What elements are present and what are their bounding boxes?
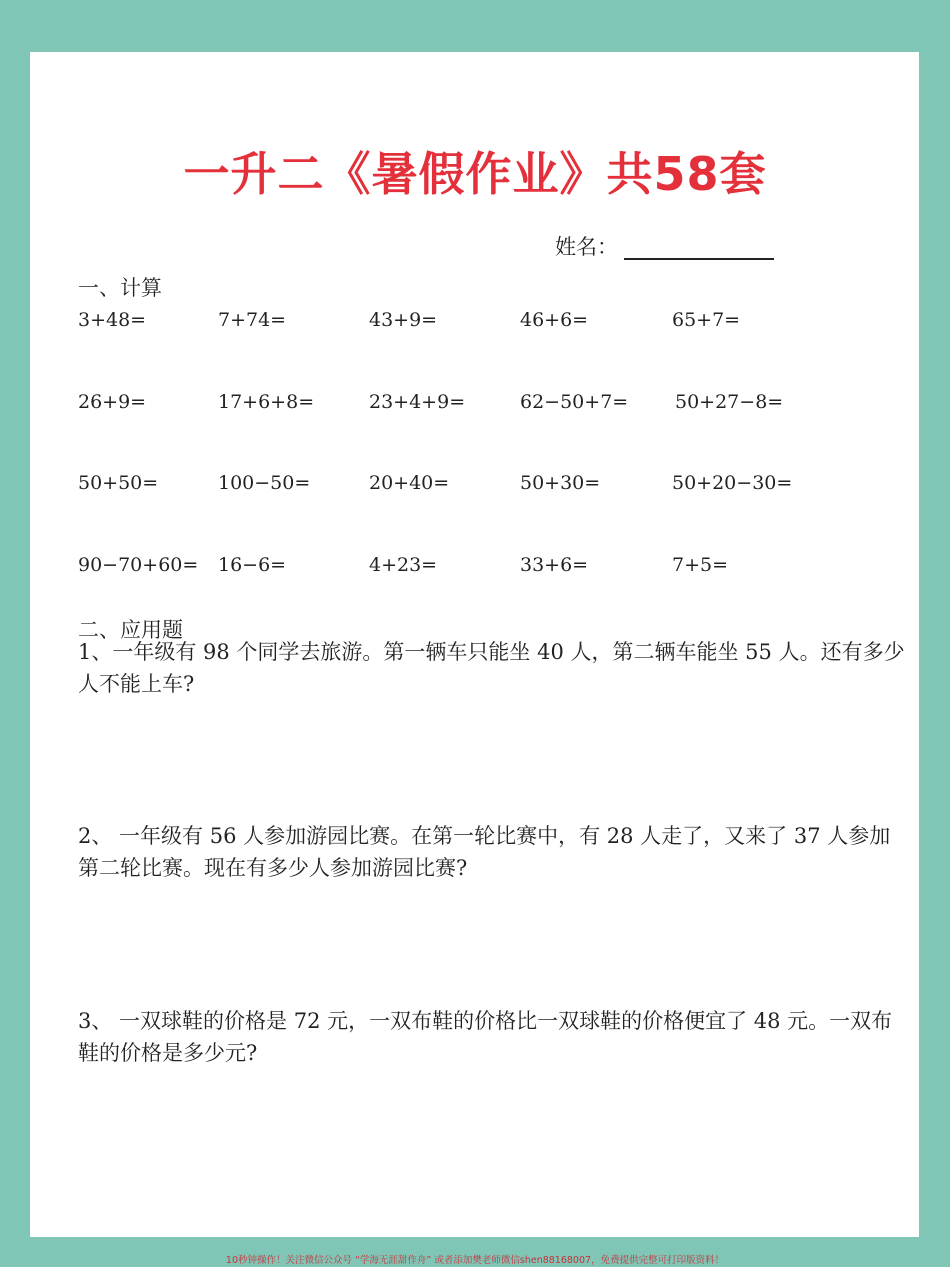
calc-problem: 20+40= [369, 472, 450, 494]
name-label: 姓名： [555, 235, 618, 259]
calc-problem: 23+4+9= [369, 391, 466, 413]
footer-promo-text: 10秒钟操作！关注微信公众号 “学海无涯甜作舟” 或者添加樊老师微信shen88168007，免费提供完整可打印版资料！ [225, 1255, 725, 1266]
calc-problem: 50+50= [78, 472, 159, 494]
calc-problem: 62−50+7= [520, 391, 629, 413]
section-heading-calculation: 一、计算 [78, 276, 162, 300]
calc-problem: 17+6+8= [218, 391, 315, 413]
calc-problem: 16−6= [218, 554, 287, 576]
calc-problem: 90−70+60= [78, 554, 199, 576]
section-heading-word-problems: 二、应用题 [78, 618, 183, 642]
calc-problem: 50+20−30= [672, 472, 793, 494]
calc-problem: 43+9= [369, 309, 438, 331]
word-problem-2: 2、 一年级有 56 人参加游园比赛。在第一轮比赛中，有 28 人走了，又来了 37 人参加第二轮比赛。现在有多少人参加游园比赛? [78, 824, 891, 880]
calc-problem: 50+27−8= [675, 391, 784, 413]
name-blank-line [624, 258, 774, 260]
word-problem-3: 3、 一双球鞋的价格是 72 元，一双布鞋的价格比一双球鞋的价格便宜了 48 元。一双布鞋的价格是多少元? [78, 1009, 893, 1065]
calc-problem: 4+23= [369, 554, 438, 576]
calc-problem: 7+5= [672, 554, 729, 576]
calc-problem: 100−50= [218, 472, 311, 494]
worksheet-title: 一升二《暑假作业》共58套 [183, 147, 767, 201]
calc-problem: 46+6= [520, 309, 589, 331]
calc-problem: 65+7= [672, 309, 741, 331]
word-problem-1: 1、一年级有 98 个同学去旅游。第一辆车只能坐 40 人，第二辆车能坐 55 人。还有多少人不能上车? [78, 640, 905, 696]
calc-problem: 26+9= [78, 391, 147, 413]
calc-problem: 33+6= [520, 554, 589, 576]
calc-problem: 50+30= [520, 472, 601, 494]
calc-problem: 3+48= [78, 309, 147, 331]
calc-problem: 7+74= [218, 309, 287, 331]
